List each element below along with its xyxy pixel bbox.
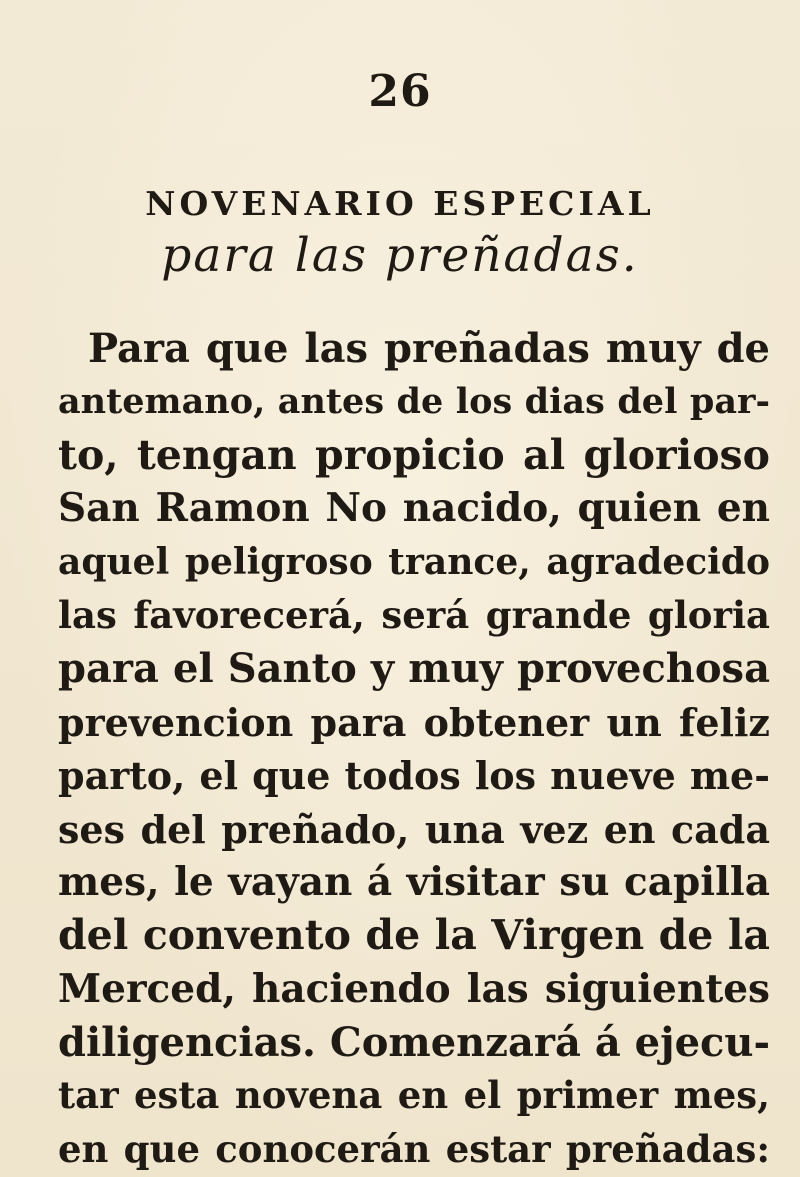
text-line: del convento de la Virgen de la [58,911,770,960]
text-line: Para que las preñadas muy de [88,325,770,372]
text-line: en que conocerán estar preñadas: [58,1126,770,1171]
text-line: San Ramon No nacido, quien en [58,485,770,532]
page-number: 26 [368,66,432,117]
text-line: Merced, haciendo las siguientes [58,965,770,1012]
text-line: diligencias. Comenzará á ejecu- [58,1019,771,1067]
text-line: aquel peligroso trance, agradecido [58,540,770,583]
text-line: las favorecerá, será grande gloria [58,592,770,637]
text-line: antemano, antes de los dias del par- [58,381,770,423]
text-line: para el Santo y muy provechosa [58,645,770,693]
section-subheading: para las preñadas. [161,228,639,283]
text-line: prevencion para obtener un feliz [58,699,770,745]
body-paragraph [58,322,770,1176]
text-line: mes, le vayan á visitar su capilla [58,858,770,905]
text-line: tar esta novena en el primer mes, [58,1073,770,1118]
text-line: ses del preñado, una vez en cada [58,806,770,852]
text-line: to, tengan propicio al glorioso [58,430,770,479]
text-line: parto, el que todos los nueve me- [58,753,770,799]
section-heading: NOVENARIO ESPECIAL [145,184,655,223]
